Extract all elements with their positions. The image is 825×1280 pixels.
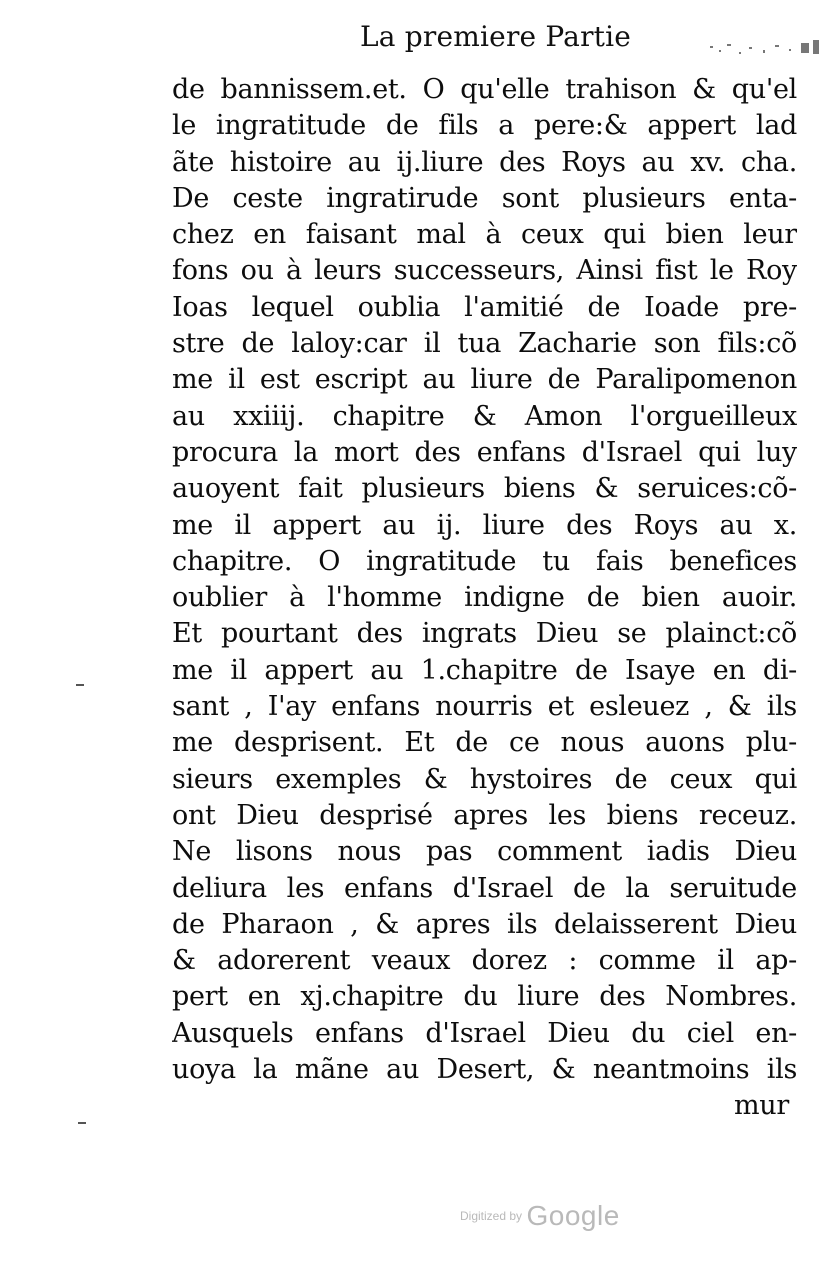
text-line: Ausquels enfans d'Israel Dieu du ciel en- [172,1017,797,1049]
margin-dash-mark [76,684,84,686]
text-line: me il appert au ij. liure des Roys au x. [172,509,797,541]
text-line: me desprisent. Et de ce nous auons plu- [172,727,797,759]
watermark-prefix: Digitized by [460,1209,523,1223]
text-line: me il appert au 1.chapitre de Isaye en di- [172,654,797,686]
catchword: mur [734,1090,789,1122]
text-line: chapitre. O ingratitude tu fais benefices [172,545,797,577]
text-line: pert en xj.chapitre du liure des Nombres. [172,981,797,1013]
text-line: ãte histoire au ij.liure des Roys au xv. cha. [172,146,797,178]
margin-dash-mark [78,1122,86,1124]
text-line: de Pharaon , & apres ils delaisserent Dieu [172,908,797,940]
text-line: ont Dieu desprisé apres les biens receuz. [172,799,797,831]
text-line: sant , I'ay enfans nourris et esleuez , & ils [172,691,797,723]
text-line: deliura les enfans d'Israel de la seruitude [172,872,797,904]
text-line: De ceste ingratirude sont plusieurs enta- [172,182,797,214]
edge-speckle-decoration [705,28,825,68]
text-line: & adorerent veaux dorez : comme il ap- [172,945,797,977]
text-line: stre de laloy:car il tua Zacharie son fils:cõ [172,328,797,360]
text-line: me il est escript au liure de Paralipomenon [172,364,797,396]
text-line: Ioas lequel oublia l'amitié de Ioade pre- [172,291,797,323]
text-line: oublier à l'homme indigne de bien auoir. [172,582,797,614]
text-line: sieurs exemples & hystoires de ceux qui [172,763,797,795]
text-line: uoya la mãne au Desert, & neantmoins ils [172,1054,797,1086]
digitized-watermark [460,1200,620,1232]
text-line: Et pourtant des ingrats Dieu se plainct:cõ [172,618,797,650]
google-logo: Google [526,1200,620,1231]
body-text [172,72,797,1125]
text-line: auoyent fait plusieurs biens & seruices:cõ- [172,473,797,505]
text-line: au xxiiij. chapitre & Amon l'orgueilleux [172,400,797,432]
text-line: de bannissem.et. O qu'elle trahison & qu'el [172,74,797,105]
text-line: chez en faisant mal à ceux qui bien leur [172,219,797,251]
text-line: le ingratitude de fils a pere:& appert lad [172,110,797,142]
text-line: fons ou à leurs successeurs, Ainsi fist le Roy [172,255,797,287]
running-head: La premiere Partie [360,20,632,53]
text-line: procura la mort des enfans d'Israel qui luy [172,436,797,468]
text-line: Ne lisons nous pas comment iadis Dieu [172,836,797,868]
